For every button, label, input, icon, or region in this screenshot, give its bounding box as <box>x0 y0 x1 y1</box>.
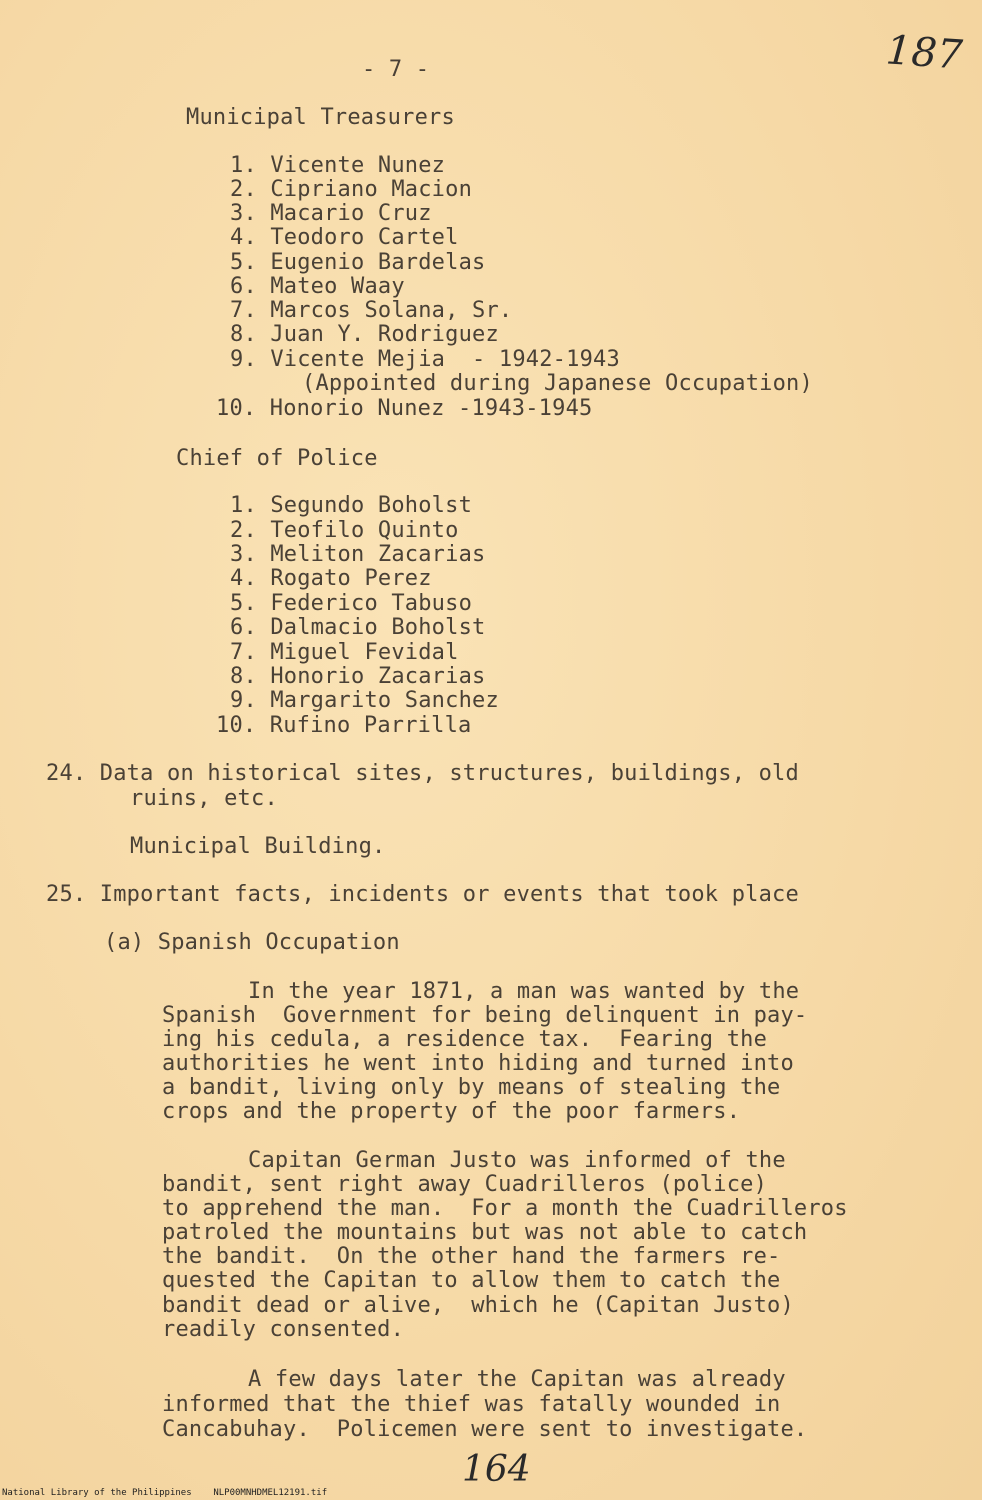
treasurer-item: 6. Mateo Waay <box>230 274 405 299</box>
police-item: 8. Honorio Zacarias <box>230 664 486 689</box>
treasurers-heading: Municipal Treasurers <box>186 105 455 130</box>
treasurer-item: 2. Cipriano Macion <box>230 177 473 202</box>
police-item: 10. Rufino Parrilla <box>216 713 472 738</box>
handwritten-page-number: 187 <box>884 27 964 79</box>
treasurer-item: 8. Juan Y. Rodriguez <box>230 322 499 347</box>
treasurer-item: 3. Macario Cruz <box>230 201 432 226</box>
paragraph-line: the bandit. On the other hand the farmers re- <box>162 1244 781 1269</box>
paragraph-line: readily consented. <box>162 1317 405 1342</box>
police-item: 6. Dalmacio Boholst <box>230 615 486 640</box>
police-item: 3. Meliton Zacarias <box>230 542 486 567</box>
paragraph-line: Capitan German Justo was informed of the <box>248 1148 786 1173</box>
page-number: - 7 - <box>362 57 430 82</box>
item-25-sub-a: (a) Spanish Occupation <box>104 930 400 955</box>
item-24-line2: ruins, etc. <box>130 786 278 811</box>
police-item: 5. Federico Tabuso <box>230 591 473 616</box>
paragraph-line: a bandit, living only by means of stealing the <box>162 1075 781 1100</box>
paragraph-line: ing his cedula, a residence tax. Fearing the <box>162 1027 768 1052</box>
scan-footer: National Library of the Philippines NLP00MNHDMEL12191.tif <box>2 1488 328 1498</box>
paragraph-line: Spanish Government for being delinquent in pay- <box>162 1003 808 1028</box>
treasurer-item: 10. Honorio Nunez -1943-1945 <box>216 396 593 421</box>
paragraph-line: In the year 1871, a man was wanted by the <box>248 979 800 1004</box>
paragraph-line: A few days later the Capitan was already <box>248 1367 786 1392</box>
police-item: 9. Margarito Sanchez <box>230 688 499 713</box>
police-item: 1. Segundo Boholst <box>230 493 473 518</box>
paragraph-line: crops and the property of the poor farmers. <box>162 1099 741 1124</box>
paragraph-line: bandit dead or alive, which he (Capitan Justo) <box>162 1293 794 1318</box>
police-heading: Chief of Police <box>176 446 378 471</box>
treasurer-item: 9. Vicente Mejia - 1942-1943 <box>230 347 620 372</box>
item-24-answer: Municipal Building. <box>130 834 386 859</box>
police-item: 7. Miguel Fevidal <box>230 640 459 665</box>
treasurer-item: 7. Marcos Solana, Sr. <box>230 298 513 323</box>
treasurer-item-note: (Appointed during Japanese Occupation) <box>302 371 813 396</box>
item-25-line1: 25. Important facts, incidents or events that took place <box>46 882 799 907</box>
paragraph-line: to apprehend the man. For a month the Cuadrilleros <box>162 1196 848 1221</box>
paragraph-line: authorities he went into hiding and turned into <box>162 1051 794 1076</box>
treasurer-item: 5. Eugenio Bardelas <box>230 250 486 275</box>
treasurer-item: 1. Vicente Nunez <box>230 153 446 178</box>
paragraph-line: Cancabuhay. Policemen were sent to investigate. <box>162 1417 808 1442</box>
treasurer-item: 4. Teodoro Cartel <box>230 225 459 250</box>
handwritten-folio-number: 164 <box>462 1449 531 1490</box>
police-item: 2. Teofilo Quinto <box>230 518 459 543</box>
item-24-line1: 24. Data on historical sites, structures, buildings, old <box>46 761 799 786</box>
paragraph-line: informed that the thief was fatally wounded in <box>162 1392 781 1417</box>
police-item: 4. Rogato Perez <box>230 566 432 591</box>
paragraph-line: patroled the mountains but was not able to catch <box>162 1220 808 1245</box>
paragraph-line: quested the Capitan to allow them to catch the <box>162 1268 781 1293</box>
paragraph-line: bandit, sent right away Cuadrilleros (police) <box>162 1172 768 1197</box>
